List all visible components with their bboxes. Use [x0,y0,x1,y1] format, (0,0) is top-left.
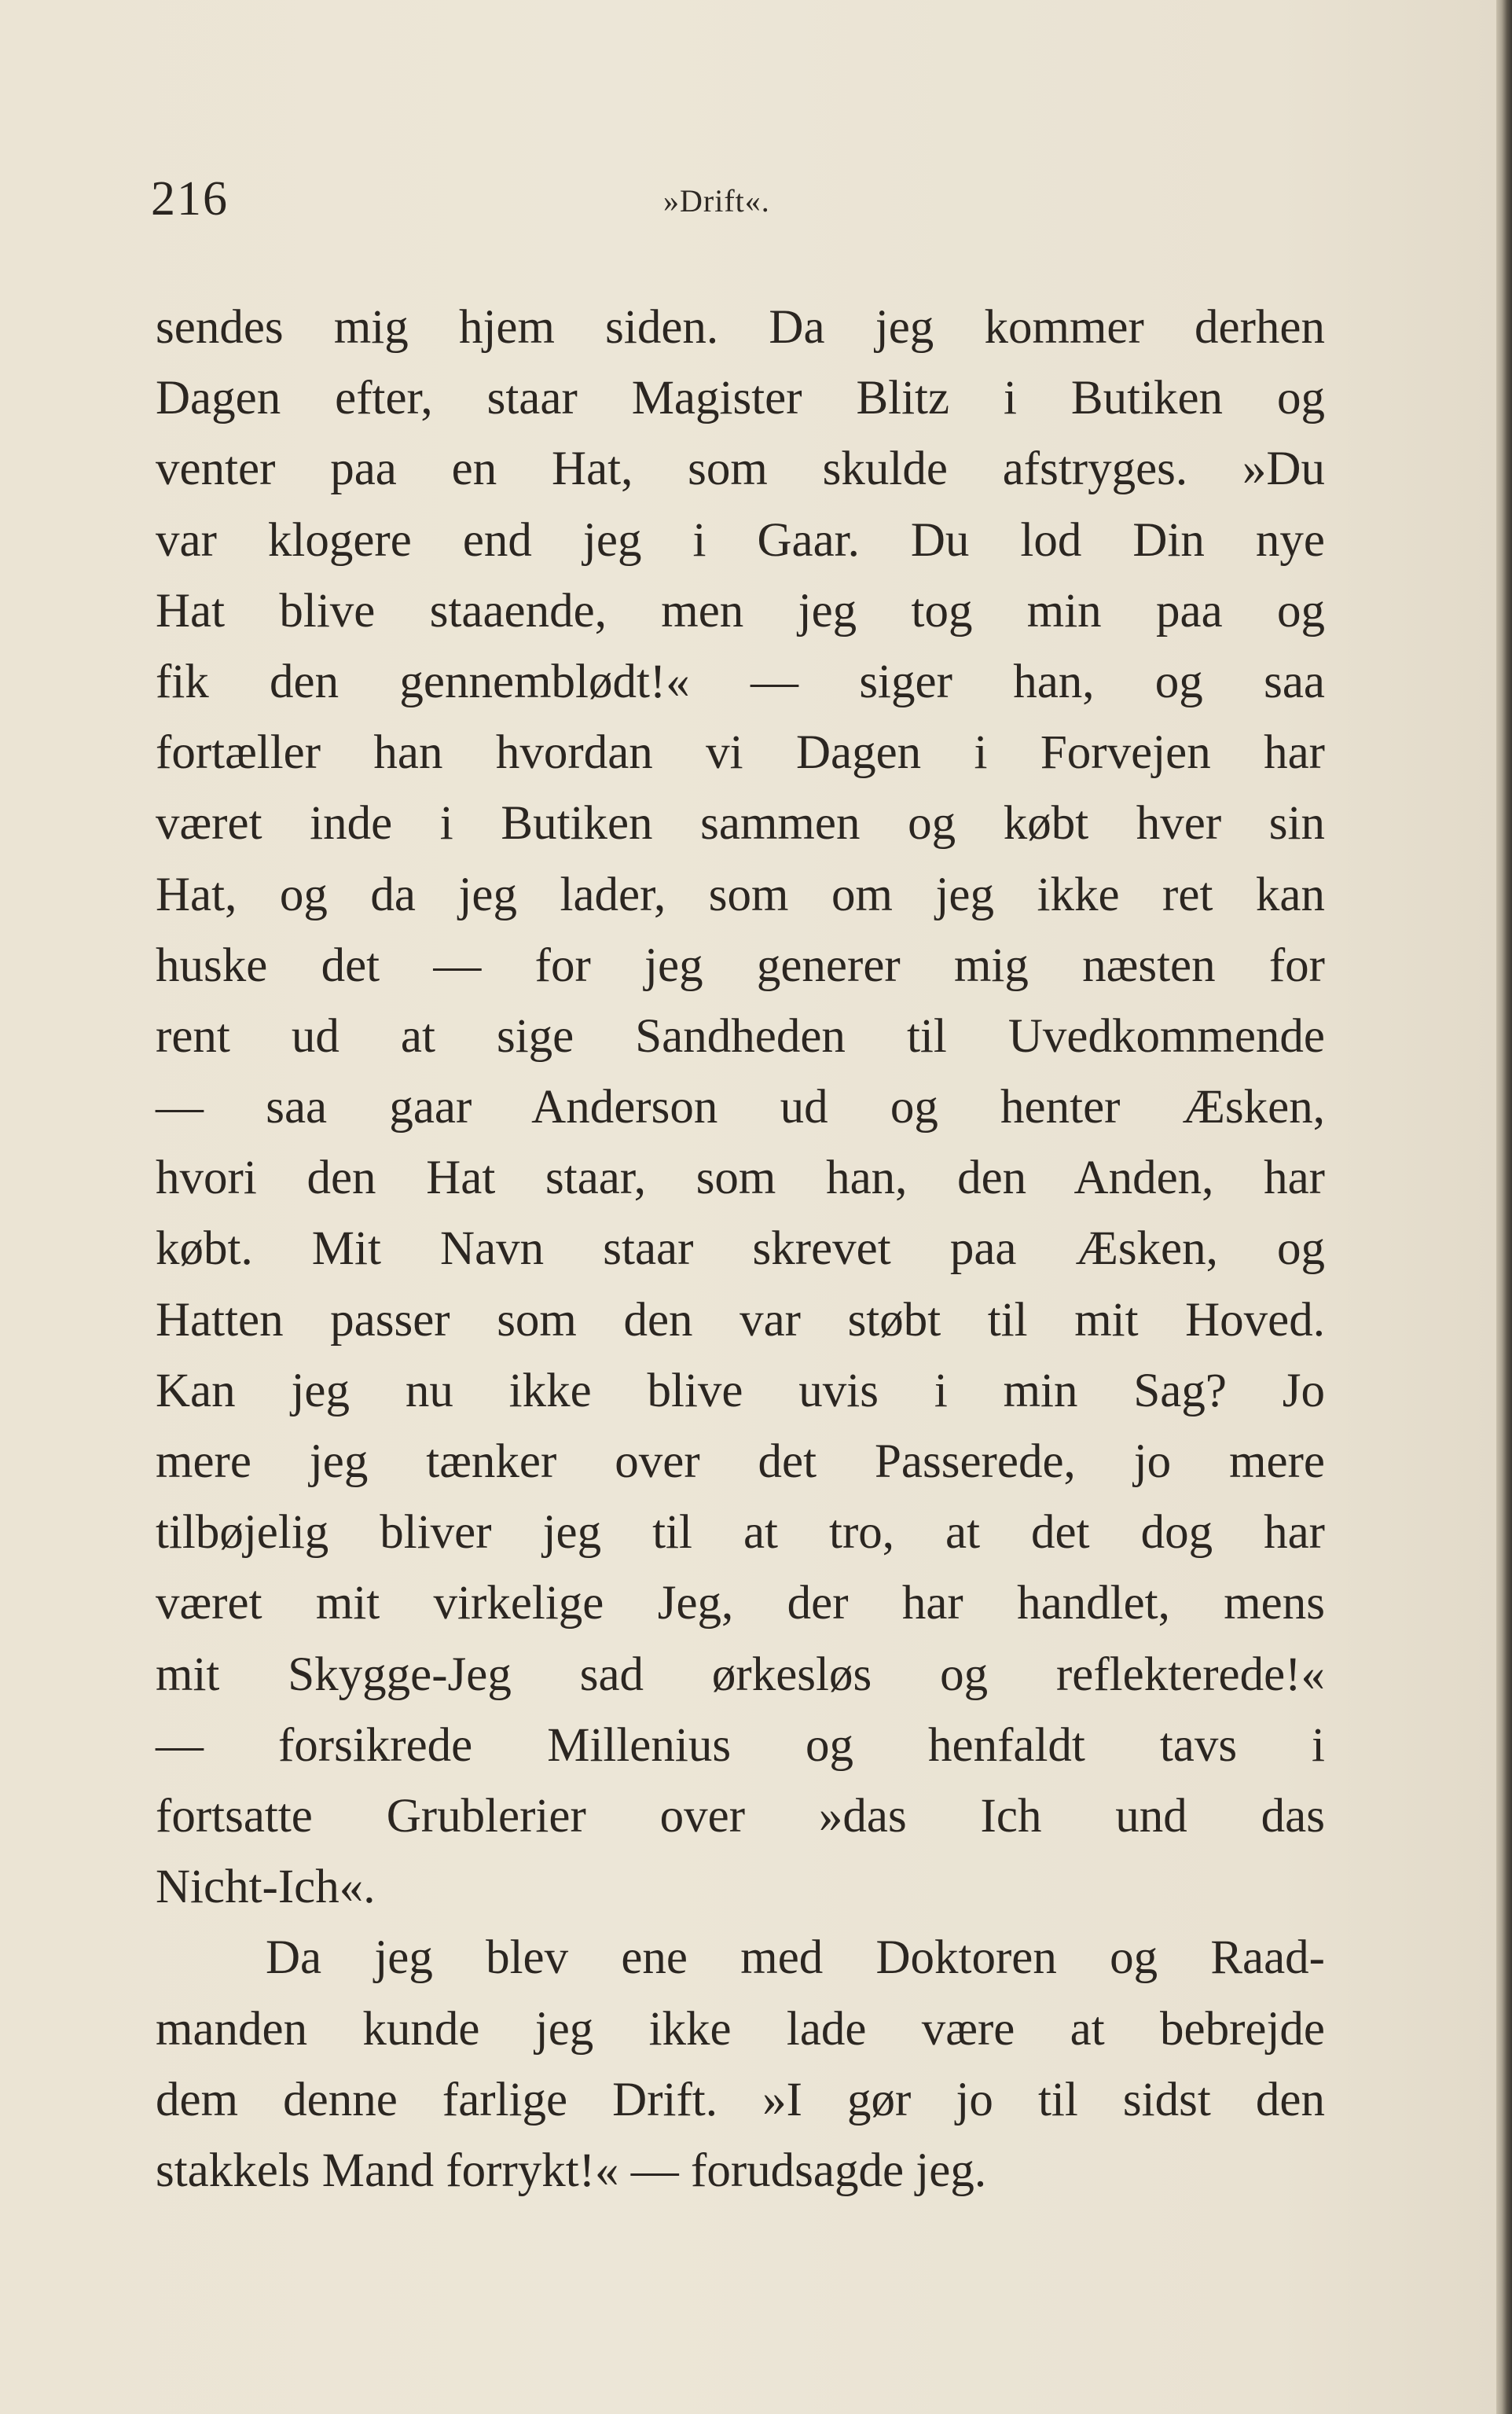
text-line: Kan jeg nu ikke blive uvis i min Sag? Jo [156,1364,1325,1417]
text-line: fortsatte Grublerier over »das Ich und das [156,1789,1325,1843]
text-line: fortæller han hvordan vi Dagen i Forvejen har [156,726,1325,780]
text-line: købt. Mit Navn staar skrevet paa Æsken, og [156,1222,1325,1276]
text-line: Hat, og da jeg lader, som om jeg ikke ret kan [156,868,1325,921]
text-line: Hatten passer som den var støbt til mit Hoved. [156,1293,1325,1347]
text-line: Hat blive staaende, men jeg tog min paa og [156,584,1325,637]
text-line: manden kunde jeg ikke lade være at bebrejde [156,2002,1325,2056]
text-line: været mit virkelige Jeg, der har handlet, mens [156,1577,1325,1630]
page-number: 216 [151,172,229,226]
text-line: rent ud at sige Sandheden til Uvedkommende [156,1009,1325,1063]
text-line: tilbøjelig bliver jeg til at tro, at det dog har [156,1506,1325,1560]
body-text [156,292,1325,2206]
text-line: Dagen efter, staar Magister Blitz i Butiken og [156,372,1325,425]
text-line: mere jeg tænker over det Passerede, jo mere [156,1435,1325,1488]
text-line: været inde i Butiken sammen og købt hver sin [156,797,1325,851]
text-line: var klogere end jeg i Gaar. Du lod Din nye [156,513,1325,567]
text-line: — forsikrede Millenius og henfaldt tavs i [156,1718,1325,1772]
text-line: sendes mig hjem siden. Da jeg kommer derhen [156,301,1325,354]
running-head: »Drift«. [663,183,770,219]
text-line: — saa gaar Anderson ud og henter Æsken, [156,1081,1325,1134]
text-line: dem denne farlige Drift. »I gør jo til sidst den [156,2073,1325,2126]
text-line: venter paa en Hat, som skulde afstryges. »Du [156,443,1325,496]
paragraph-start-line: Da jeg blev ene med Doktoren og Raad- [266,1931,1325,1985]
page-edge-shadow [1496,0,1512,2414]
paragraph-end-line: Nicht-Ich«. [156,1861,376,1914]
text-line: hvori den Hat staar, som han, den Anden, har [156,1152,1325,1205]
text-line: huske det — for jeg generer mig næsten for [156,939,1325,992]
text-line: fik den gennemblødt!« — siger han, og saa [156,655,1325,708]
text-line: mit Skygge-Jeg sad ørkesløs og reflekterede!« [156,1648,1325,1701]
paragraph-end-line: stakkels Mand forrykt!« — forudsagde jeg. [156,2144,987,2197]
page-header [151,171,1330,234]
